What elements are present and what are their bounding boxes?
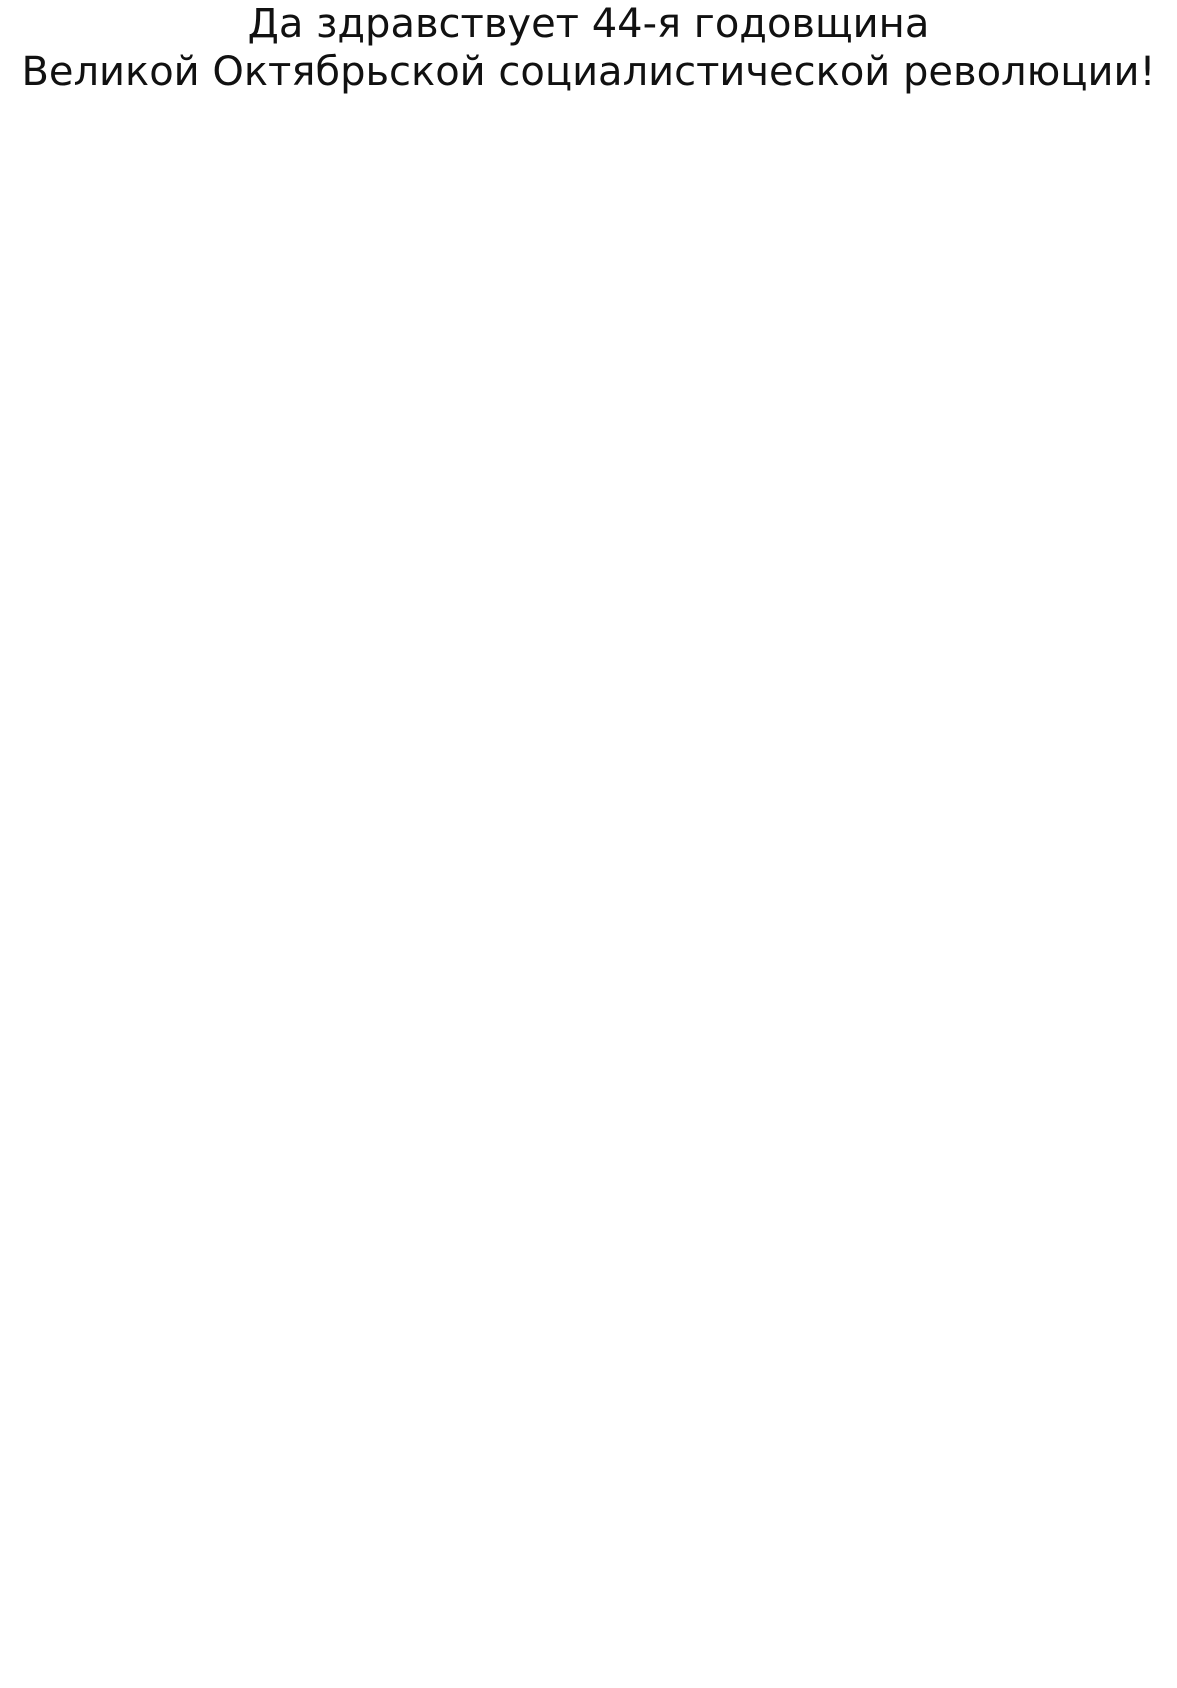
masthead-line-2: Великой Октябрьской социалистической революции! (21, 49, 1156, 95)
masthead (0, 0, 1177, 100)
masthead-line-1: Да здравствует 44-я годовщина (247, 1, 930, 47)
